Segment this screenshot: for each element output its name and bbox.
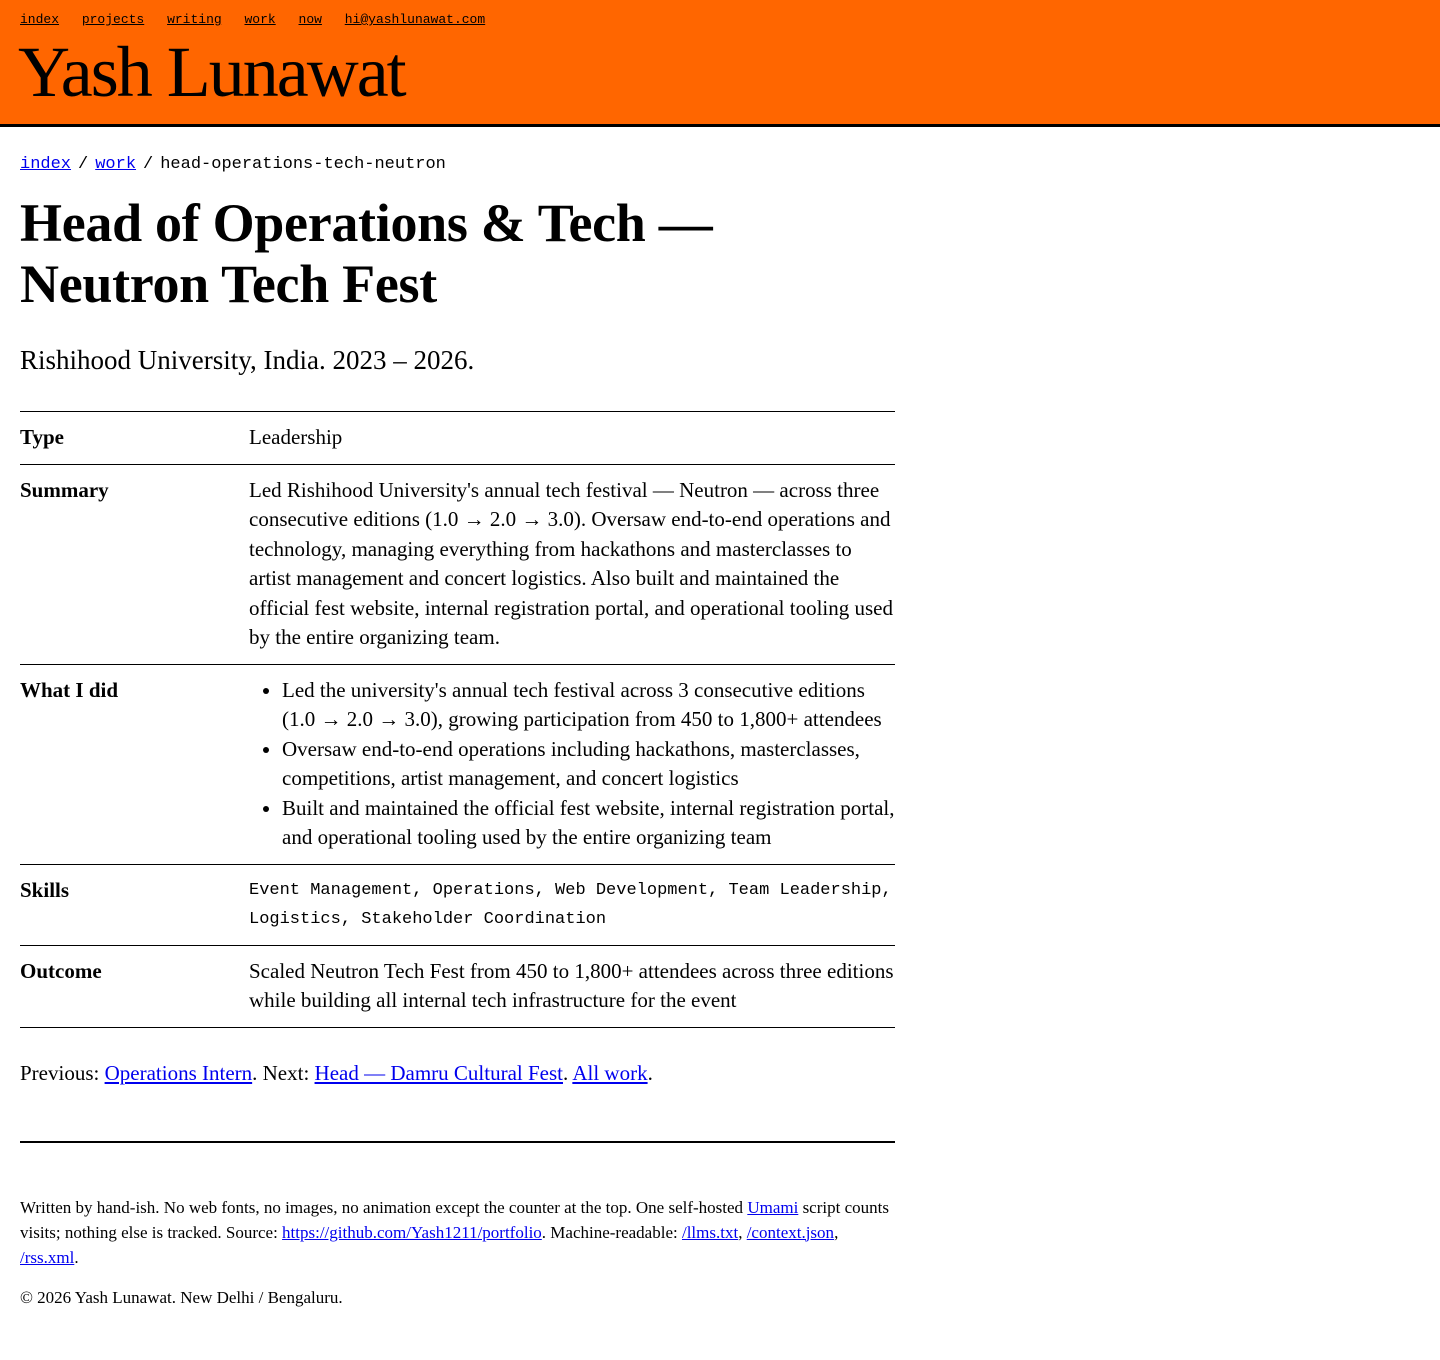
footer-text-part: . Machine-readable: — [541, 1222, 678, 1242]
top-nav — [20, 12, 1420, 28]
table-row — [20, 664, 895, 864]
copyright: © 2026 Yash Lunawat. New Delhi / Bengaluru. — [20, 1287, 343, 1307]
main-content — [0, 153, 915, 1310]
table-row — [20, 945, 895, 1027]
page-title: Head of Operations & Tech — Neutron Tech Fest — [20, 193, 713, 314]
what-i-did-label: What I did — [20, 664, 249, 864]
type-value: Leadership — [249, 412, 895, 465]
breadcrumb — [20, 153, 895, 177]
breadcrumb-work-link[interactable]: work — [95, 155, 137, 174]
next-label: . Next: — [252, 1060, 310, 1085]
footer-divider — [20, 1141, 895, 1143]
skills-label: Skills — [20, 864, 249, 945]
period: . — [647, 1060, 653, 1085]
outcome-label: Outcome — [20, 945, 249, 1027]
type-label: Type — [20, 412, 249, 465]
list-item: • Oversaw end-to-end operations including hackathons, masterclasses, competitions, artist management, and concert logistics — [282, 735, 895, 794]
next-link[interactable]: Head — Damru Cultural Fest — [314, 1060, 563, 1085]
skills-value: Event Management, Operations, Web Development, Team Leadership, Logistics, Stakeholder Coordination — [249, 864, 895, 945]
nav-link-now[interactable]: now — [298, 12, 322, 27]
nav-link-email[interactable]: hi@yashlunawat.com — [344, 12, 486, 27]
breadcrumb-current: head-operations-tech-neutron — [160, 155, 446, 174]
nav-link-projects[interactable]: projects — [81, 12, 145, 27]
nav-link-work[interactable]: work — [244, 12, 276, 27]
source-link[interactable]: https://github.com/Yash1211/portfolio — [282, 1222, 542, 1242]
context-json-link[interactable]: /context.json — [746, 1222, 835, 1242]
list-item: • Built and maintained the official fest website, internal registration portal, and operational tooling used by the entire organizing team — [282, 794, 895, 853]
breadcrumb-separator: / — [78, 155, 89, 174]
all-work-link[interactable]: All work — [572, 1060, 648, 1085]
summary-value: Led Rishihood University's annual tech festival — Neutron — across three consecutive editions (1.0 → 2.0 → 3.0). Oversaw end-to-end operations and technology, managing everything from hackathons and masterclasses to artist management and concert logistics. Also built and maintained the official fest website, internal registration portal, and operational tooling used by the entire organizing team. — [249, 464, 895, 664]
table-row — [20, 864, 895, 945]
prev-link[interactable]: Operations Intern — [104, 1060, 253, 1085]
site-header — [0, 0, 1440, 127]
nav-link-writing[interactable]: writing — [167, 12, 222, 27]
summary-label: Summary — [20, 464, 249, 664]
nav-link-index[interactable]: index — [20, 12, 60, 27]
umami-link[interactable]: Umami — [747, 1197, 799, 1217]
what-i-did-list — [249, 676, 895, 853]
outcome-value: Scaled Neutron Tech Fest from 450 to 1,800+ attendees across three editions while building all internal tech infrastructure for the event — [249, 945, 895, 1027]
table-row — [20, 464, 895, 664]
comma: , — [834, 1222, 839, 1242]
footer-text-part: Written by hand-ish. No web fonts, no images, no animation except the counter at the top. One self-hosted — [20, 1197, 744, 1217]
details-table — [20, 411, 895, 1028]
period: . — [74, 1247, 79, 1267]
what-i-did-value — [249, 664, 895, 864]
list-item: • Led the university's annual tech festival across 3 consecutive editions (1.0 → 2.0 → 3.0), growing participation from 450 to 1,800+ attendees — [282, 676, 895, 735]
footer-text — [20, 1195, 895, 1270]
rss-link[interactable]: /rss.xml — [20, 1247, 75, 1267]
table-row — [20, 412, 895, 465]
prev-next-nav — [20, 1058, 895, 1088]
breadcrumb-index-link[interactable]: index — [20, 155, 72, 174]
prev-label: Previous: — [20, 1060, 100, 1085]
breadcrumb-separator: / — [143, 155, 154, 174]
footer-text-part: script counts visits; nothing else is tracked. Source: — [20, 1197, 889, 1242]
separator: . — [563, 1060, 569, 1085]
comma: , — [738, 1222, 743, 1242]
llms-link[interactable]: /llms.txt — [681, 1222, 739, 1242]
page-subtitle: Rishihood University, India. 2023 – 2026. — [20, 345, 475, 375]
site-title: Yash Lunawat — [18, 32, 405, 112]
